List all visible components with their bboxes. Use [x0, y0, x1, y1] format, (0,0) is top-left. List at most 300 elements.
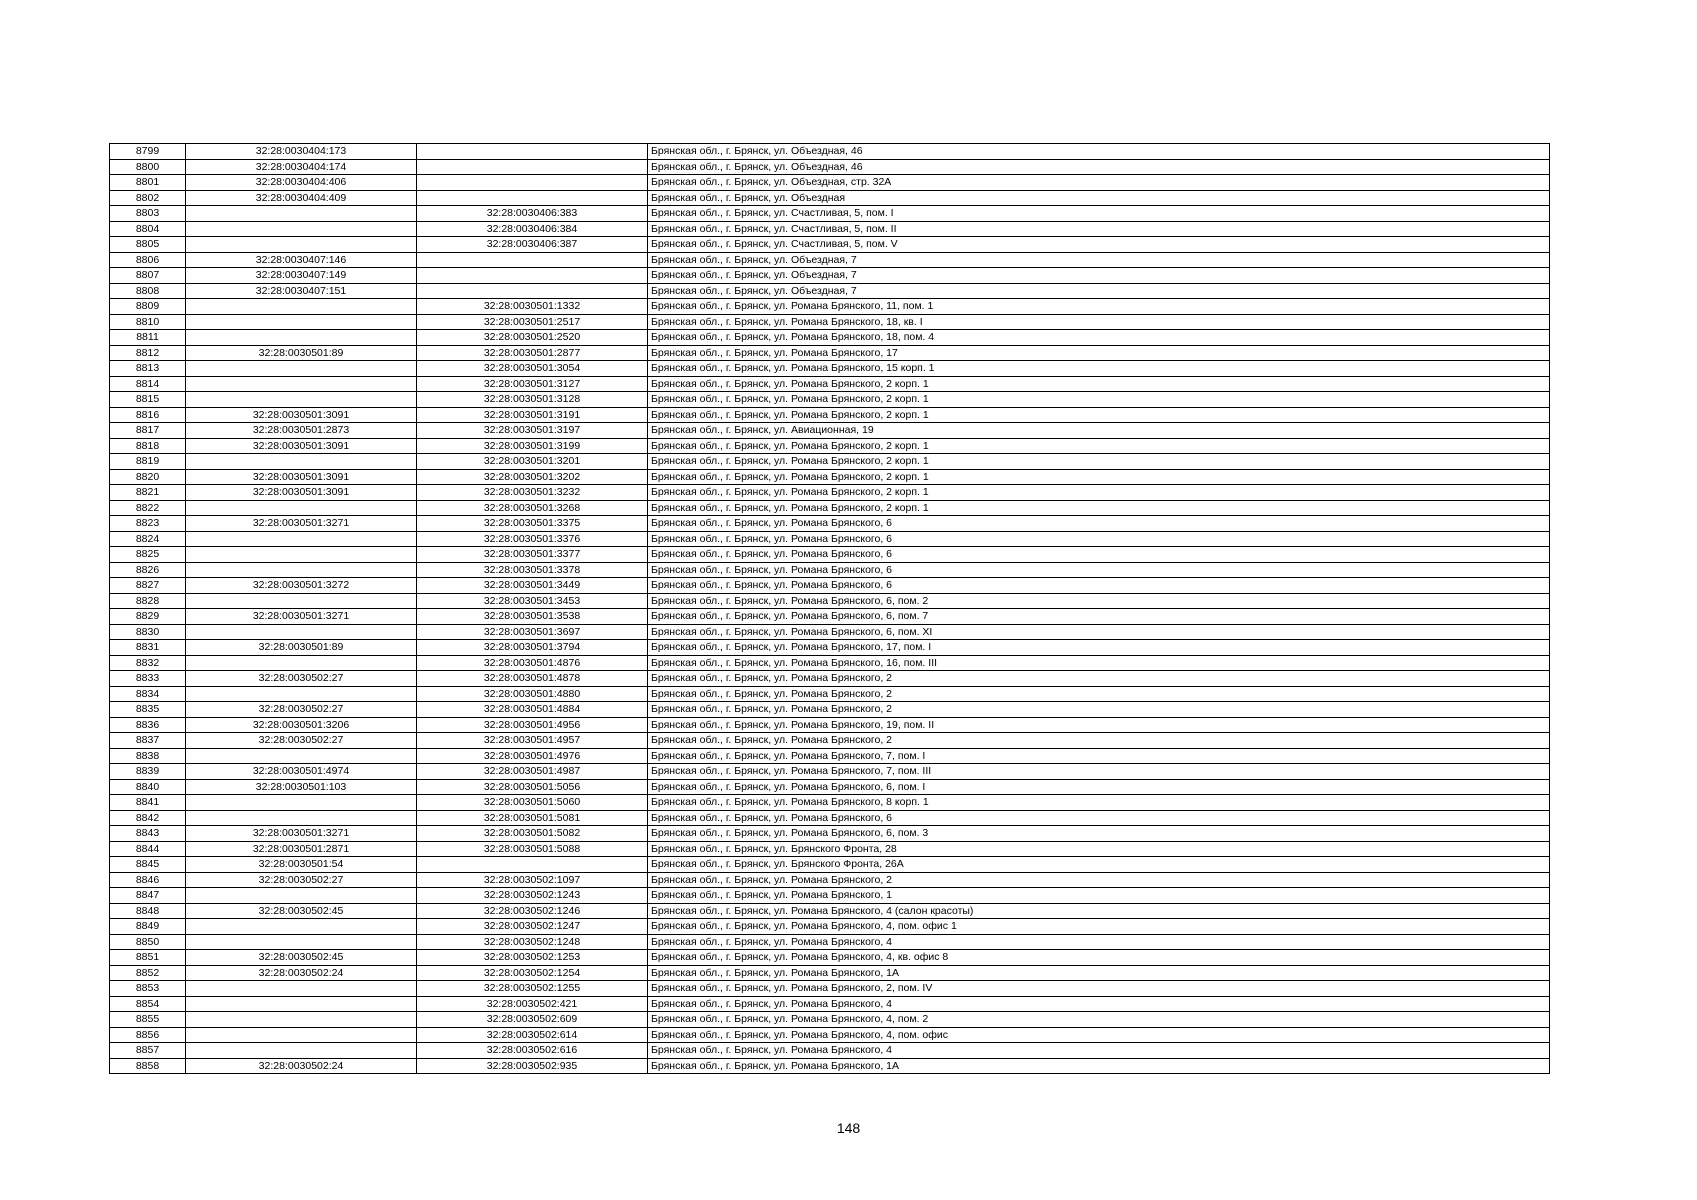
table-row [110, 903, 1550, 919]
address-cell: Брянская обл., г. Брянск, ул. Объездная, 7 [648, 283, 1550, 299]
table-row [110, 175, 1550, 191]
address-cell: Брянская обл., г. Брянск, ул. Романа Брянского, 6 [648, 562, 1550, 578]
address-cell: Брянская обл., г. Брянск, ул. Романа Брянского, 2 [648, 702, 1550, 718]
object-number-cell: 32:28:0030501:5060 [417, 795, 648, 811]
table-row [110, 981, 1550, 997]
object-number-cell: 32:28:0030502:609 [417, 1012, 648, 1028]
table-row [110, 810, 1550, 826]
address-cell: Брянская обл., г. Брянск, ул. Счастливая, 5, пом. II [648, 221, 1550, 237]
table-row [110, 593, 1550, 609]
table-row [110, 330, 1550, 346]
table-row [110, 1058, 1550, 1074]
row-number-cell: 8853 [110, 981, 186, 997]
row-number-cell: 8841 [110, 795, 186, 811]
row-number-cell: 8804 [110, 221, 186, 237]
object-number-cell: 32:28:0030501:5088 [417, 841, 648, 857]
object-number-cell: 32:28:0030501:3199 [417, 438, 648, 454]
table-row [110, 562, 1550, 578]
table-row [110, 996, 1550, 1012]
row-number-cell: 8828 [110, 593, 186, 609]
address-cell: Брянская обл., г. Брянск, ул. Романа Брянского, 19, пом. II [648, 717, 1550, 733]
address-cell: Брянская обл., г. Брянск, ул. Романа Брянского, 4 [648, 934, 1550, 950]
parcel-number-cell: 32:28:0030404:409 [186, 190, 417, 206]
table-row [110, 779, 1550, 795]
parcel-number-cell: 32:28:0030502:24 [186, 965, 417, 981]
address-cell: Брянская обл., г. Брянск, ул. Объездная, 7 [648, 268, 1550, 284]
table-row [110, 252, 1550, 268]
address-cell: Брянская обл., г. Брянск, ул. Романа Брянского, 2 [648, 686, 1550, 702]
object-number-cell: 32:28:0030501:3197 [417, 423, 648, 439]
row-number-cell: 8802 [110, 190, 186, 206]
table-row [110, 686, 1550, 702]
row-number-cell: 8803 [110, 206, 186, 222]
address-cell: Брянская обл., г. Брянск, ул. Романа Брянского, 4, пом. офис [648, 1027, 1550, 1043]
row-number-cell: 8821 [110, 485, 186, 501]
object-number-cell: 32:28:0030501:3128 [417, 392, 648, 408]
parcel-number-cell: 32:28:0030502:45 [186, 903, 417, 919]
address-cell: Брянская обл., г. Брянск, ул. Романа Брянского, 11, пом. 1 [648, 299, 1550, 315]
parcel-number-cell [186, 1012, 417, 1028]
parcel-number-cell [186, 547, 417, 563]
row-number-cell: 8818 [110, 438, 186, 454]
row-number-cell: 8824 [110, 531, 186, 547]
row-number-cell: 8817 [110, 423, 186, 439]
object-number-cell: 32:28:0030406:384 [417, 221, 648, 237]
row-number-cell: 8801 [110, 175, 186, 191]
parcel-number-cell [186, 888, 417, 904]
object-number-cell: 32:28:0030501:4876 [417, 655, 648, 671]
object-number-cell: 32:28:0030501:5056 [417, 779, 648, 795]
parcel-number-cell: 32:28:0030502:27 [186, 702, 417, 718]
row-number-cell: 8810 [110, 314, 186, 330]
table-row [110, 547, 1550, 563]
parcel-number-cell: 32:28:0030502:27 [186, 733, 417, 749]
table-row [110, 950, 1550, 966]
row-number-cell: 8820 [110, 469, 186, 485]
parcel-number-cell: 32:28:0030501:3091 [186, 469, 417, 485]
row-number-cell: 8839 [110, 764, 186, 780]
address-cell: Брянская обл., г. Брянск, ул. Романа Брянского, 2 корп. 1 [648, 469, 1550, 485]
table-row [110, 826, 1550, 842]
parcel-number-cell: 32:28:0030501:3271 [186, 826, 417, 842]
row-number-cell: 8837 [110, 733, 186, 749]
table-row [110, 190, 1550, 206]
table-row [110, 206, 1550, 222]
row-number-cell: 8807 [110, 268, 186, 284]
address-cell: Брянская обл., г. Брянск, ул. Романа Брянского, 2 корп. 1 [648, 500, 1550, 516]
parcel-number-cell: 32:28:0030501:54 [186, 857, 417, 873]
parcel-number-cell: 32:28:0030501:3091 [186, 485, 417, 501]
address-cell: Брянская обл., г. Брянск, ул. Романа Брянского, 4, пом. офис 1 [648, 919, 1550, 935]
object-number-cell [417, 144, 648, 160]
page-number: 148 [836, 1120, 861, 1136]
row-number-cell: 8811 [110, 330, 186, 346]
parcel-number-cell [186, 655, 417, 671]
address-cell: Брянская обл., г. Брянск, ул. Брянского Фронта, 28 [648, 841, 1550, 857]
object-number-cell: 32:28:0030501:4880 [417, 686, 648, 702]
table-row [110, 1043, 1550, 1059]
table-row [110, 702, 1550, 718]
object-number-cell: 32:28:0030501:3453 [417, 593, 648, 609]
object-number-cell: 32:28:0030501:3538 [417, 609, 648, 625]
table-row [110, 159, 1550, 175]
address-cell: Брянская обл., г. Брянск, ул. Романа Брянского, 6 [648, 531, 1550, 547]
table-row [110, 624, 1550, 640]
address-cell: Брянская обл., г. Брянск, ул. Романа Брянского, 2 корп. 1 [648, 376, 1550, 392]
table-row [110, 640, 1550, 656]
address-cell: Брянская обл., г. Брянск, ул. Романа Брянского, 6, пом. 3 [648, 826, 1550, 842]
row-number-cell: 8847 [110, 888, 186, 904]
parcel-number-cell [186, 686, 417, 702]
table-row [110, 717, 1550, 733]
address-cell: Брянская обл., г. Брянск, ул. Романа Брянского, 18, кв. I [648, 314, 1550, 330]
row-number-cell: 8800 [110, 159, 186, 175]
parcel-number-cell [186, 1043, 417, 1059]
object-number-cell: 32:28:0030501:1332 [417, 299, 648, 315]
row-number-cell: 8814 [110, 376, 186, 392]
table-row [110, 283, 1550, 299]
row-number-cell: 8819 [110, 454, 186, 470]
table-row [110, 764, 1550, 780]
table-row [110, 438, 1550, 454]
object-number-cell: 32:28:0030501:4957 [417, 733, 648, 749]
address-cell: Брянская обл., г. Брянск, ул. Объездная, стр. 32А [648, 175, 1550, 191]
row-number-cell: 8849 [110, 919, 186, 935]
address-cell: Брянская обл., г. Брянск, ул. Романа Брянского, 7, пом. III [648, 764, 1550, 780]
object-number-cell [417, 159, 648, 175]
address-cell: Брянская обл., г. Брянск, ул. Романа Брянского, 2, пом. IV [648, 981, 1550, 997]
object-number-cell: 32:28:0030502:614 [417, 1027, 648, 1043]
object-number-cell: 32:28:0030501:4884 [417, 702, 648, 718]
object-number-cell: 32:28:0030501:3268 [417, 500, 648, 516]
object-number-cell: 32:28:0030502:1253 [417, 950, 648, 966]
row-number-cell: 8840 [110, 779, 186, 795]
address-cell: Брянская обл., г. Брянск, ул. Романа Брянского, 2 [648, 671, 1550, 687]
address-cell: Брянская обл., г. Брянск, ул. Романа Брянского, 2 корп. 1 [648, 392, 1550, 408]
object-number-cell: 32:28:0030501:3449 [417, 578, 648, 594]
address-cell: Брянская обл., г. Брянск, ул. Счастливая, 5, пом. I [648, 206, 1550, 222]
table-row [110, 1027, 1550, 1043]
parcel-number-cell: 32:28:0030501:89 [186, 640, 417, 656]
parcel-number-cell [186, 361, 417, 377]
parcel-number-cell: 32:28:0030501:89 [186, 345, 417, 361]
object-number-cell: 32:28:0030501:3376 [417, 531, 648, 547]
row-number-cell: 8833 [110, 671, 186, 687]
row-number-cell: 8843 [110, 826, 186, 842]
table-row [110, 841, 1550, 857]
table-body [110, 144, 1550, 1074]
address-cell: Брянская обл., г. Брянск, ул. Романа Брянского, 4, кв. офис 8 [648, 950, 1550, 966]
table-row [110, 376, 1550, 392]
address-cell: Брянская обл., г. Брянск, ул. Романа Брянского, 17 [648, 345, 1550, 361]
table-row [110, 857, 1550, 873]
address-cell: Брянская обл., г. Брянск, ул. Романа Брянского, 6, пом. 7 [648, 609, 1550, 625]
parcel-number-cell: 32:28:0030501:2873 [186, 423, 417, 439]
address-cell: Брянская обл., г. Брянск, ул. Романа Брянского, 2 корп. 1 [648, 438, 1550, 454]
address-cell: Брянская обл., г. Брянск, ул. Романа Брянского, 4, пом. 2 [648, 1012, 1550, 1028]
parcel-number-cell [186, 562, 417, 578]
row-number-cell: 8854 [110, 996, 186, 1012]
address-cell: Брянская обл., г. Брянск, ул. Романа Брянского, 4 [648, 1043, 1550, 1059]
table-row [110, 919, 1550, 935]
object-number-cell: 32:28:0030501:3232 [417, 485, 648, 501]
address-cell: Брянская обл., г. Брянск, ул. Романа Брянского, 6 [648, 810, 1550, 826]
address-cell: Брянская обл., г. Брянск, ул. Брянского Фронта, 26А [648, 857, 1550, 873]
object-number-cell: 32:28:0030501:2520 [417, 330, 648, 346]
row-number-cell: 8857 [110, 1043, 186, 1059]
object-number-cell [417, 268, 648, 284]
table-row [110, 1012, 1550, 1028]
object-number-cell: 32:28:0030502:616 [417, 1043, 648, 1059]
parcel-number-cell: 32:28:0030404:173 [186, 144, 417, 160]
table-row [110, 500, 1550, 516]
address-cell: Брянская обл., г. Брянск, ул. Романа Брянского, 8 корп. 1 [648, 795, 1550, 811]
parcel-number-cell: 32:28:0030404:174 [186, 159, 417, 175]
row-number-cell: 8834 [110, 686, 186, 702]
object-number-cell: 32:28:0030502:935 [417, 1058, 648, 1074]
parcel-number-cell [186, 314, 417, 330]
parcel-number-cell: 32:28:0030501:3271 [186, 609, 417, 625]
parcel-number-cell: 32:28:0030501:3091 [186, 438, 417, 454]
row-number-cell: 8858 [110, 1058, 186, 1074]
object-number-cell: 32:28:0030502:1248 [417, 934, 648, 950]
parcel-number-cell [186, 299, 417, 315]
address-cell: Брянская обл., г. Брянск, ул. Романа Брянского, 6, пом. XI [648, 624, 1550, 640]
address-cell: Брянская обл., г. Брянск, ул. Романа Брянского, 2 [648, 872, 1550, 888]
object-number-cell: 32:28:0030501:3202 [417, 469, 648, 485]
parcel-number-cell: 32:28:0030502:27 [186, 671, 417, 687]
object-number-cell [417, 190, 648, 206]
parcel-number-cell: 32:28:0030501:3206 [186, 717, 417, 733]
object-number-cell [417, 252, 648, 268]
parcel-number-cell [186, 237, 417, 253]
address-cell: Брянская обл., г. Брянск, ул. Объездная, 46 [648, 159, 1550, 175]
address-cell: Брянская обл., г. Брянск, ул. Романа Брянского, 7, пом. I [648, 748, 1550, 764]
table-row [110, 299, 1550, 315]
parcel-number-cell [186, 500, 417, 516]
address-cell: Брянская обл., г. Брянск, ул. Романа Брянского, 2 корп. 1 [648, 485, 1550, 501]
parcel-number-cell: 32:28:0030501:3091 [186, 407, 417, 423]
address-cell: Брянская обл., г. Брянск, ул. Романа Брянского, 1А [648, 1058, 1550, 1074]
table-row [110, 314, 1550, 330]
object-number-cell: 32:28:0030502:421 [417, 996, 648, 1012]
object-number-cell: 32:28:0030501:5081 [417, 810, 648, 826]
object-number-cell: 32:28:0030501:4878 [417, 671, 648, 687]
object-number-cell: 32:28:0030501:3377 [417, 547, 648, 563]
row-number-cell: 8826 [110, 562, 186, 578]
address-cell: Брянская обл., г. Брянск, ул. Романа Брянского, 6, пом. I [648, 779, 1550, 795]
address-cell: Брянская обл., г. Брянск, ул. Объездная, 46 [648, 144, 1550, 160]
parcel-number-cell [186, 810, 417, 826]
table-row [110, 392, 1550, 408]
address-cell: Брянская обл., г. Брянск, ул. Романа Брянского, 6, пом. 2 [648, 593, 1550, 609]
object-number-cell: 32:28:0030501:4987 [417, 764, 648, 780]
parcel-number-cell: 32:28:0030502:24 [186, 1058, 417, 1074]
parcel-number-cell [186, 392, 417, 408]
parcel-number-cell: 32:28:0030407:151 [186, 283, 417, 299]
row-number-cell: 8852 [110, 965, 186, 981]
table-row [110, 888, 1550, 904]
address-cell: Брянская обл., г. Брянск, ул. Объездная, 7 [648, 252, 1550, 268]
row-number-cell: 8851 [110, 950, 186, 966]
parcel-number-cell [186, 919, 417, 935]
address-cell: Брянская обл., г. Брянск, ул. Романа Брянского, 6 [648, 547, 1550, 563]
object-number-cell: 32:28:0030501:2517 [417, 314, 648, 330]
table-row [110, 795, 1550, 811]
row-number-cell: 8836 [110, 717, 186, 733]
row-number-cell: 8808 [110, 283, 186, 299]
row-number-cell: 8846 [110, 872, 186, 888]
object-number-cell: 32:28:0030501:3378 [417, 562, 648, 578]
parcel-number-cell: 32:28:0030501:103 [186, 779, 417, 795]
table-row [110, 671, 1550, 687]
address-cell: Брянская обл., г. Брянск, ул. Авиационная, 19 [648, 423, 1550, 439]
address-cell: Брянская обл., г. Брянск, ул. Романа Брянского, 4 (салон красоты) [648, 903, 1550, 919]
object-number-cell [417, 283, 648, 299]
parcel-number-cell: 32:28:0030501:4974 [186, 764, 417, 780]
row-number-cell: 8815 [110, 392, 186, 408]
parcel-number-cell [186, 795, 417, 811]
table-row [110, 655, 1550, 671]
table-row [110, 221, 1550, 237]
row-number-cell: 8848 [110, 903, 186, 919]
parcel-number-cell: 32:28:0030501:3271 [186, 516, 417, 532]
row-number-cell: 8822 [110, 500, 186, 516]
address-cell: Брянская обл., г. Брянск, ул. Романа Брянского, 16, пом. III [648, 655, 1550, 671]
row-number-cell: 8809 [110, 299, 186, 315]
row-number-cell: 8855 [110, 1012, 186, 1028]
row-number-cell: 8823 [110, 516, 186, 532]
object-number-cell: 32:28:0030501:3201 [417, 454, 648, 470]
row-number-cell: 8842 [110, 810, 186, 826]
object-number-cell: 32:28:0030501:3191 [417, 407, 648, 423]
table-row [110, 469, 1550, 485]
table-row [110, 609, 1550, 625]
table-row [110, 268, 1550, 284]
table-row [110, 423, 1550, 439]
parcel-number-cell [186, 1027, 417, 1043]
object-number-cell [417, 857, 648, 873]
row-number-cell: 8805 [110, 237, 186, 253]
table-row [110, 733, 1550, 749]
address-cell: Брянская обл., г. Брянск, ул. Романа Брянского, 18, пом. 4 [648, 330, 1550, 346]
parcel-number-cell: 32:28:0030502:27 [186, 872, 417, 888]
table-row [110, 578, 1550, 594]
row-number-cell: 8799 [110, 144, 186, 160]
table-row [110, 965, 1550, 981]
parcel-number-cell: 32:28:0030407:146 [186, 252, 417, 268]
object-number-cell: 32:28:0030501:2877 [417, 345, 648, 361]
object-number-cell: 32:28:0030502:1247 [417, 919, 648, 935]
row-number-cell: 8844 [110, 841, 186, 857]
row-number-cell: 8835 [110, 702, 186, 718]
address-cell: Брянская обл., г. Брянск, ул. Романа Брянского, 1А [648, 965, 1550, 981]
parcel-number-cell: 32:28:0030501:2871 [186, 841, 417, 857]
address-cell: Брянская обл., г. Брянск, ул. Романа Брянского, 2 [648, 733, 1550, 749]
table-row [110, 748, 1550, 764]
row-number-cell: 8832 [110, 655, 186, 671]
parcel-number-cell [186, 981, 417, 997]
row-number-cell: 8816 [110, 407, 186, 423]
table-row [110, 531, 1550, 547]
row-number-cell: 8813 [110, 361, 186, 377]
object-number-cell: 32:28:0030501:4956 [417, 717, 648, 733]
object-number-cell: 32:28:0030502:1255 [417, 981, 648, 997]
address-cell: Брянская обл., г. Брянск, ул. Романа Брянского, 2 корп. 1 [648, 454, 1550, 470]
address-cell: Брянская обл., г. Брянск, ул. Романа Брянского, 15 корп. 1 [648, 361, 1550, 377]
row-number-cell: 8856 [110, 1027, 186, 1043]
table-row [110, 934, 1550, 950]
object-number-cell: 32:28:0030501:3375 [417, 516, 648, 532]
object-number-cell: 32:28:0030502:1246 [417, 903, 648, 919]
parcel-number-cell [186, 593, 417, 609]
parcel-number-cell [186, 531, 417, 547]
address-cell: Брянская обл., г. Брянск, ул. Счастливая, 5, пом. V [648, 237, 1550, 253]
parcel-number-cell [186, 221, 417, 237]
address-cell: Брянская обл., г. Брянск, ул. Романа Брянского, 1 [648, 888, 1550, 904]
object-number-cell: 32:28:0030406:387 [417, 237, 648, 253]
table-row [110, 345, 1550, 361]
row-number-cell: 8830 [110, 624, 186, 640]
parcel-number-cell [186, 996, 417, 1012]
object-number-cell: 32:28:0030406:383 [417, 206, 648, 222]
parcel-number-cell: 32:28:0030501:3272 [186, 578, 417, 594]
row-number-cell: 8829 [110, 609, 186, 625]
address-cell: Брянская обл., г. Брянск, ул. Романа Брянского, 17, пом. I [648, 640, 1550, 656]
row-number-cell: 8825 [110, 547, 186, 563]
row-number-cell: 8827 [110, 578, 186, 594]
parcel-number-cell [186, 454, 417, 470]
table-row [110, 516, 1550, 532]
parcel-number-cell [186, 330, 417, 346]
object-number-cell: 32:28:0030501:3127 [417, 376, 648, 392]
table-row [110, 144, 1550, 160]
table-row [110, 454, 1550, 470]
row-number-cell: 8812 [110, 345, 186, 361]
object-number-cell: 32:28:0030501:3054 [417, 361, 648, 377]
object-number-cell: 32:28:0030501:3794 [417, 640, 648, 656]
object-number-cell: 32:28:0030501:3697 [417, 624, 648, 640]
table-row [110, 485, 1550, 501]
object-number-cell: 32:28:0030501:4976 [417, 748, 648, 764]
address-cell: Брянская обл., г. Брянск, ул. Объездная [648, 190, 1550, 206]
address-cell: Брянская обл., г. Брянск, ул. Романа Брянского, 2 корп. 1 [648, 407, 1550, 423]
cadastral-table [109, 143, 1550, 1074]
object-number-cell: 32:28:0030502:1254 [417, 965, 648, 981]
parcel-number-cell: 32:28:0030502:45 [186, 950, 417, 966]
parcel-number-cell [186, 624, 417, 640]
row-number-cell: 8850 [110, 934, 186, 950]
object-number-cell: 32:28:0030502:1097 [417, 872, 648, 888]
parcel-number-cell [186, 376, 417, 392]
parcel-number-cell [186, 934, 417, 950]
parcel-number-cell: 32:28:0030404:406 [186, 175, 417, 191]
row-number-cell: 8838 [110, 748, 186, 764]
object-number-cell: 32:28:0030501:5082 [417, 826, 648, 842]
parcel-number-cell [186, 748, 417, 764]
table-row [110, 361, 1550, 377]
row-number-cell: 8806 [110, 252, 186, 268]
parcel-number-cell: 32:28:0030407:149 [186, 268, 417, 284]
object-number-cell [417, 175, 648, 191]
parcel-number-cell [186, 206, 417, 222]
object-number-cell: 32:28:0030502:1243 [417, 888, 648, 904]
address-cell: Брянская обл., г. Брянск, ул. Романа Брянского, 6 [648, 578, 1550, 594]
address-cell: Брянская обл., г. Брянск, ул. Романа Брянского, 6 [648, 516, 1550, 532]
address-cell: Брянская обл., г. Брянск, ул. Романа Брянского, 4 [648, 996, 1550, 1012]
table-row [110, 237, 1550, 253]
table-row [110, 872, 1550, 888]
